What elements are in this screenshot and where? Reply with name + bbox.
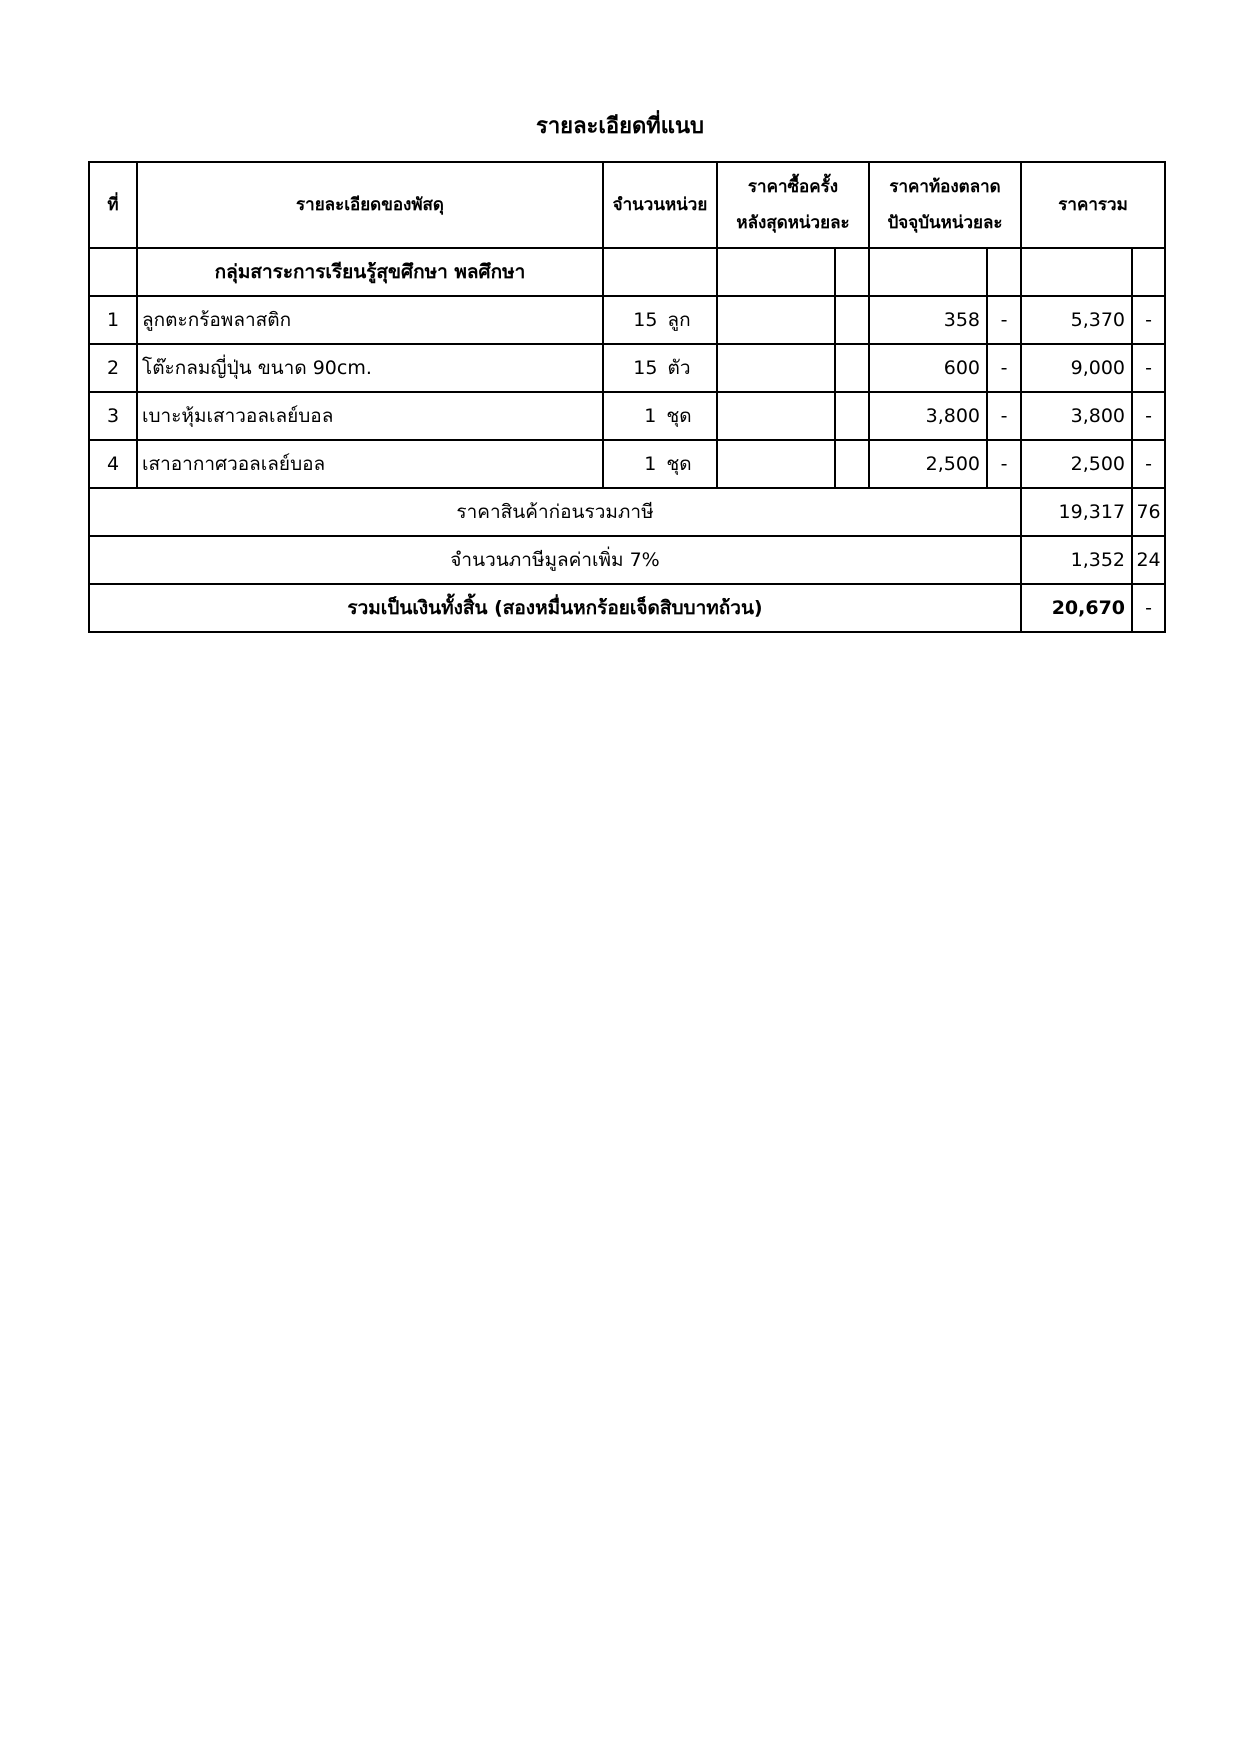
header-market-price-line1: ราคาท้องตลาด — [889, 177, 1001, 197]
item-market-price-satang: - — [987, 344, 1021, 392]
table-row — [89, 440, 1165, 488]
header-quantity: จำนวนหน่วย — [603, 162, 717, 248]
vat-value: 1,352 — [1021, 536, 1132, 584]
item-unit: ชุด — [666, 405, 692, 427]
subtotal-row — [89, 488, 1165, 536]
item-total: 9,000 — [1021, 344, 1132, 392]
item-market-price: 358 — [869, 296, 987, 344]
subtotal-value: 19,317 — [1021, 488, 1132, 536]
table-row — [89, 344, 1165, 392]
item-quantity — [603, 296, 717, 344]
item-last-price-satang — [835, 440, 869, 488]
header-no: ที่ — [89, 162, 137, 248]
table-row — [89, 392, 1165, 440]
header-total: ราคารวม — [1021, 162, 1165, 248]
item-total-satang: - — [1132, 440, 1165, 488]
item-last-price-satang — [835, 344, 869, 392]
item-quantity — [603, 392, 717, 440]
header-last-price — [717, 162, 869, 248]
item-description: โต๊ะกลมญี่ปุ่น ขนาด 90cm. — [137, 344, 603, 392]
item-description: ลูกตะกร้อพลาสติก — [137, 296, 603, 344]
grand-total-row — [89, 584, 1165, 632]
item-qty-number: 15 — [633, 309, 658, 331]
item-last-price — [717, 344, 835, 392]
item-no: 4 — [89, 440, 137, 488]
header-market-price — [869, 162, 1021, 248]
grand-total-value: 20,670 — [1021, 584, 1132, 632]
item-market-price-satang: - — [987, 392, 1021, 440]
item-qty-number: 1 — [644, 405, 657, 427]
item-last-price-satang — [835, 296, 869, 344]
item-market-price: 600 — [869, 344, 987, 392]
item-last-price — [717, 392, 835, 440]
header-last-price-line2: หลังสุดหน่วยละ — [736, 213, 850, 233]
table-row — [89, 296, 1165, 344]
item-total-satang: - — [1132, 344, 1165, 392]
item-total: 2,500 — [1021, 440, 1132, 488]
item-no: 3 — [89, 392, 137, 440]
item-market-price-satang: - — [987, 296, 1021, 344]
header-description: รายละเอียดของพัสดุ — [137, 162, 603, 248]
subtotal-satang: 76 — [1132, 488, 1165, 536]
item-unit: ชุด — [666, 453, 692, 475]
group-label: กลุ่มสาระการเรียนรู้สุขศึกษา พลศึกษา — [137, 248, 603, 296]
header-last-price-line1: ราคาซื้อครั้ง — [747, 177, 839, 197]
item-total-satang: - — [1132, 392, 1165, 440]
attachment-table — [88, 161, 1166, 633]
item-total-satang: - — [1132, 296, 1165, 344]
grand-total-satang: - — [1132, 584, 1165, 632]
item-last-price — [717, 296, 835, 344]
item-quantity — [603, 344, 717, 392]
item-market-price-satang: - — [987, 440, 1021, 488]
item-unit: ลูก — [667, 309, 691, 331]
item-qty-number: 15 — [633, 357, 658, 379]
item-market-price: 2,500 — [869, 440, 987, 488]
vat-row — [89, 536, 1165, 584]
item-market-price: 3,800 — [869, 392, 987, 440]
item-description: เสาอากาศวอลเลย์บอล — [137, 440, 603, 488]
vat-satang: 24 — [1132, 536, 1165, 584]
item-no: 1 — [89, 296, 137, 344]
item-unit: ตัว — [667, 357, 691, 379]
group-row — [89, 248, 1165, 296]
item-qty-number: 1 — [644, 453, 657, 475]
item-last-price — [717, 440, 835, 488]
item-no: 2 — [89, 344, 137, 392]
header-market-price-line2: ปัจจุบันหน่วยละ — [887, 213, 1003, 233]
item-quantity — [603, 440, 717, 488]
item-description: เบาะหุ้มเสาวอลเลย์บอล — [137, 392, 603, 440]
item-total: 5,370 — [1021, 296, 1132, 344]
item-last-price-satang — [835, 392, 869, 440]
subtotal-label: ราคาสินค้าก่อนรวมภาษี — [89, 488, 1021, 536]
document-title: รายละเอียดที่แนบ — [536, 114, 704, 139]
vat-label: จำนวนภาษีมูลค่าเพิ่ม 7% — [89, 536, 1021, 584]
item-total: 3,800 — [1021, 392, 1132, 440]
header-row — [89, 162, 1165, 248]
grand-total-label: รวมเป็นเงินทั้งสิ้น (สองหมื่นหกร้อยเจ็ดสิบบาทถ้วน) — [89, 584, 1021, 632]
